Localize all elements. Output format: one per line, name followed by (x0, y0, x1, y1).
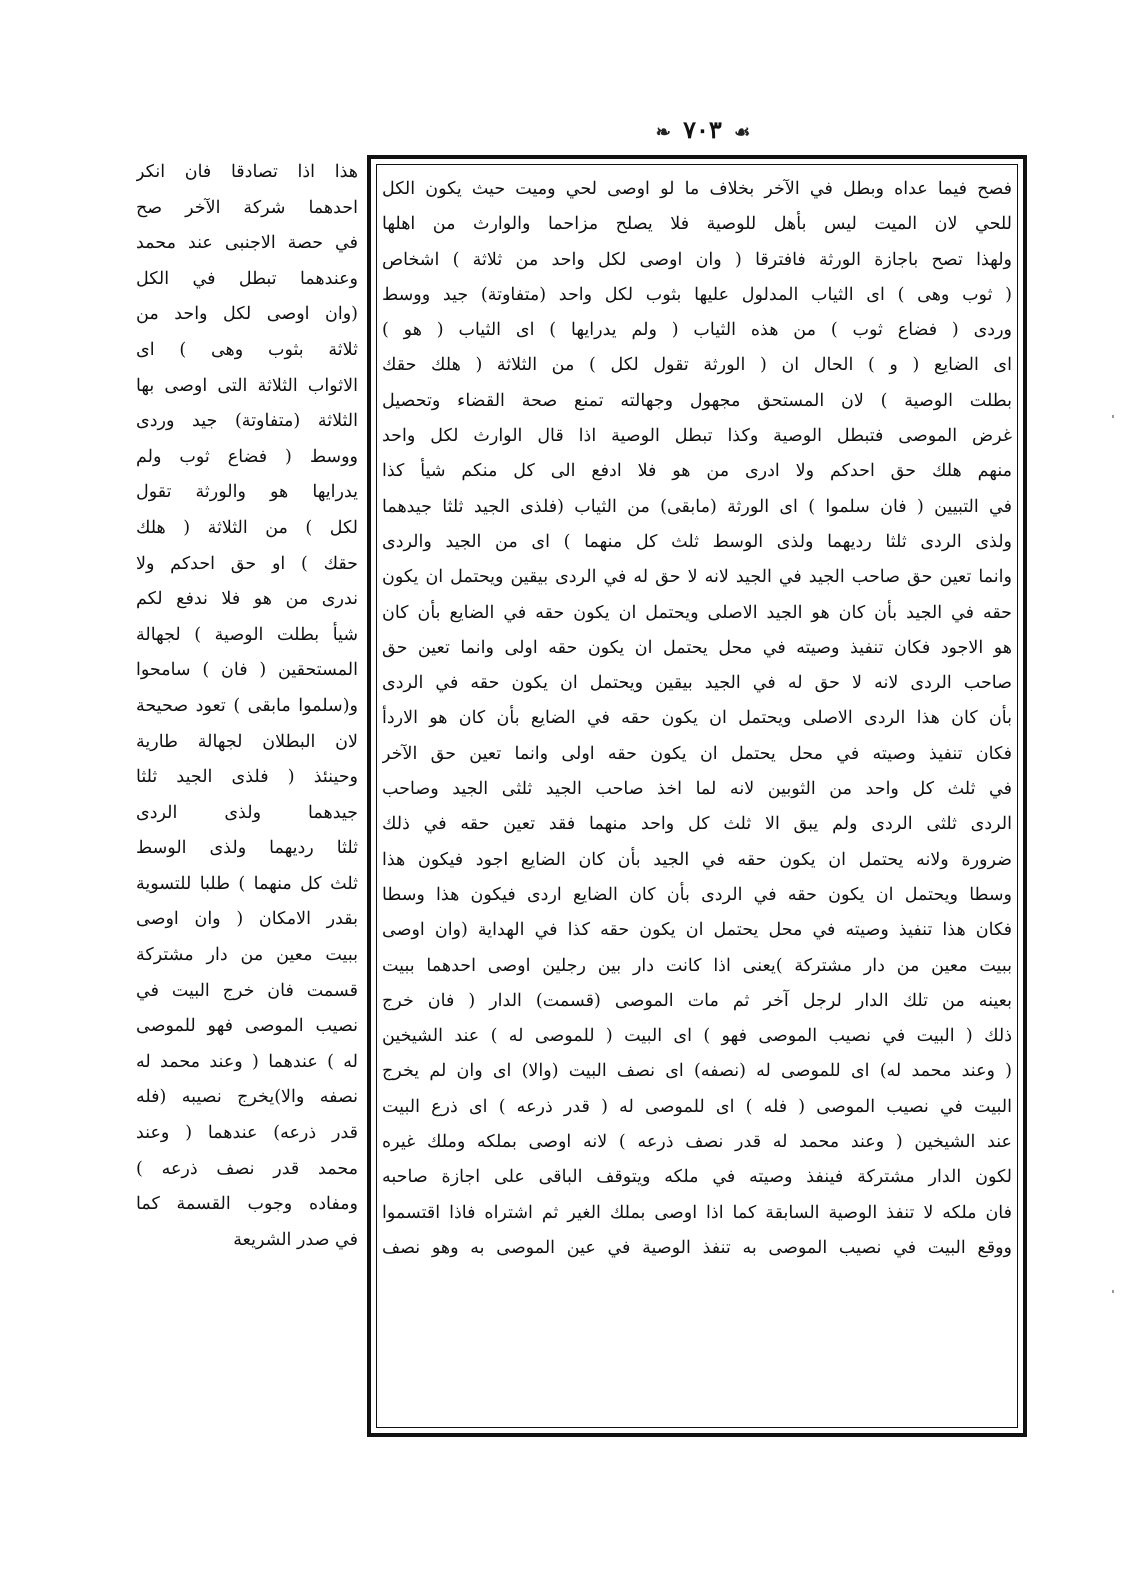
marginal-text-line: ومفاده وجوب القسمة كما (136, 1194, 358, 1215)
right-ornament-icon: ☙ (734, 122, 751, 143)
marginal-text-line: قسمت فان خرج البيت في (136, 980, 358, 1001)
marginal-text-line: في صدر الشريعة (233, 1229, 358, 1250)
main-text-line: في التبيين ( فان سلموا ) اى الورثة (مابقى) من الثياب (فلذى الجيد ثلثا جيدهما (382, 496, 1012, 517)
left-ornament-icon: ❧ (655, 122, 671, 143)
marginal-text-line: المستحقين ( فان ) سامحوا (136, 660, 358, 681)
main-text-line: البيت في نصيب الموصى ( فله ) اى للموصى له ( قدر ذرعه ) اى ذرع البيت (382, 1096, 1012, 1117)
main-text-line: غرض الموصى فتبطل الوصية وكذا تبطل الوصية اذا قال الوارث لكل واحد (382, 426, 1012, 447)
marginal-text-line: ووسط ( فضاع ثوب ولم (136, 446, 358, 467)
main-text-block (382, 172, 1012, 1422)
marginal-text-line: في حصة الاجنبى عند محمد (136, 233, 358, 254)
marginal-text-line: شيأ بطلت الوصية ) لجهالة (136, 624, 358, 645)
marginal-text-line: وحينئذ ( فلذى الجيد ثلثا (136, 767, 358, 788)
main-text-line: ( ثوب وهى ) اى الثياب المدلول عليها بثوب لكل واحد (متفاوتة) جيد ووسط (382, 284, 1012, 305)
page-number-value: ٧٠٣ (683, 115, 722, 144)
main-text-line: اى الضايع ( و ) الحال ان ( الورثة تقول لكل ) من الثلاثة ( هلك حقك (382, 355, 1012, 376)
page-number (633, 112, 773, 148)
marginal-text-line: نصيب الموصى فهو للموصى (136, 1016, 358, 1037)
marginal-text-line: له ) عندهما ( وعند محمد له (136, 1051, 358, 1072)
main-text-line: فكان تنفيذ وصيته في محل يحتمل ان يكون حقه اولى وانما تعين حق الآخر (382, 743, 1012, 764)
marginal-text-line: ثلاثة بثوب وهى ) اى (136, 339, 358, 360)
main-text-line: بطلت الوصية ) لان المستحق مجهول وجهالته تمنع صحة القضاء وتحصيل (382, 390, 1012, 411)
marginal-text-line: لكل ) من الثلاثة ( هلك (136, 517, 358, 538)
marginal-text-line: نصفه والا)يخرج نصيبه (فله (136, 1087, 358, 1108)
main-text-line: لكون الدار مشتركة فينفذ وصيته في ملكه ويتوقف الباقى على اجازة صاحبه (382, 1167, 1012, 1188)
main-text-line: حقه في الجيد بأن كان هو الجيد الاصلى ويحتمل ان يكون حقه في الضايع بأن كان (382, 602, 1012, 623)
main-text-line: فكان هذا تنفيذ وصيته في محل يحتمل ان يكون حقه كذا في الهداية (وان اوصى (382, 920, 1012, 941)
main-text-line: فان ملكه لا تنفذ الوصية السابقة كما اذا اوصى بملك الغير ثم اشتراه فاذا اقتسموا (382, 1202, 1012, 1223)
main-text-line: هو الاجود فكان تنفيذ وصيته في محل يحتمل ان يكون حقه اولى وانما تعين حق (382, 637, 1012, 658)
main-text-line: بعينه من تلك الدار لرجل آخر ثم مات الموصى (قسمت) الدار ( فان خرج (382, 990, 1012, 1011)
marginal-text-line: الثلاثة (متفاوتة) جيد وردى (136, 411, 358, 432)
marginal-text-line: يدرايها هو والورثة تقول (136, 482, 358, 503)
marginal-text-line: وعندهما تبطل في الكل (136, 268, 358, 289)
main-text-line: الردى ثلثى الردى ولم يبق الا ثلث كل واحد منهما فقد تعين حقه في ذلك (382, 814, 1012, 835)
marginal-text-line: (وان اوصى لكل واحد من (136, 304, 358, 325)
main-text-line: ولذى الردى ثلثا رديهما ولذى الوسط ثلث كل منهما ) اى من الجيد والردى (382, 531, 1012, 552)
main-text-line: ( وعند محمد له) اى للموصى له (نصفه) اى نصف البيت (والا) اى وان لم يخرج (382, 1061, 1012, 1082)
marginal-text-line: هذا اذا تصادقا فان انكر (136, 162, 358, 182)
main-text-line: ذلك ( البيت في نصيب الموصى فهو ) اى البيت ( للموصى له ) عند الشيخين (382, 1026, 1012, 1047)
main-text-line: ولهذا تصح باجازة الورثة فافترقا ( وان اوصى لكل واحد من ثلاثة ) اشخاص (382, 249, 1012, 270)
main-text-line: وردى ( فضاع ثوب ) من هذه الثياب ( ولم يدرايها ) اى الثياب ( هو ) (382, 320, 1012, 341)
marginal-text-line: حقك ) او حق احدكم ولا (136, 553, 358, 574)
main-text-line: عند الشيخين ( وعند محمد له قدر نصف ذرعه ) لانه اوصى بملكه وملك غيره (382, 1132, 1012, 1153)
marginal-text-line: و(سلموا مابقى ) تعود صحيحة (136, 695, 358, 716)
marginal-text-line: ثلثا رديهما ولذى الوسط (136, 838, 358, 859)
margin-mark (1112, 415, 1114, 418)
main-text-line: ووقع البيت في نصيب الموصى به تنفذ الوصية في عين الموصى به وهو نصف (382, 1237, 1012, 1258)
marginal-text-line: لان البطلان لجهالة طارية (136, 731, 358, 752)
marginal-text-line: جيدهما ولذى الردى (136, 802, 358, 823)
main-text-line: بأن كان هذا الردى الاصلى ويحتمل ان يكون حقه في الضايع بأن كان هو الاردأ (382, 708, 1012, 729)
marginal-text-line: ببيت معين من دار مشتركة (136, 945, 358, 966)
marginal-text-line: الاثواب الثلاثة التى اوصى بها (136, 375, 358, 396)
main-text-line: صاحب الردى لانه لا حق له في الجيد بيقين ويحتمل ان يكون حقه في الردى (382, 673, 1012, 694)
main-text-line: وسطا ويحتمل ان يكون حقه في الردى بأن كان الضايع اردى فيكون هذا وسطا (382, 884, 1012, 905)
main-text-line: فصح فيما عداه وبطل في الآخر بخلاف ما لو اوصى لحي وميت حيث يكون الكل (382, 179, 1012, 199)
main-text-line: ببيت معين من دار مشتركة )يعنى اذا كانت دار بين رجلين اوصى احدهما ببيت (382, 955, 1012, 976)
marginal-commentary (136, 155, 358, 1405)
main-text-line: منهم هلك حق احدكم ولا ادرى من هو فلا ادفع الى كل منكم شيأ كذا (382, 461, 1012, 482)
marginal-text-line: بقدر الامكان ( وان اوصى (136, 909, 358, 930)
main-text-line: للحي لان الميت ليس بأهل للوصية فلا يصلح مزاحما والوارث من اهلها (382, 214, 1012, 235)
main-text-line: في ثلث كل واحد من الثوبين لانه لما اخذ صاحب الجيد ثلثى الجيد وصاحب (382, 779, 1012, 800)
marginal-text-line: محمد قدر نصف ذرعه ) (136, 1158, 358, 1179)
main-text-line: ضرورة ولانه يحتمل ان يكون حقه في الجيد بأن كان الضايع اجود فيكون هذا (382, 849, 1012, 870)
margin-mark (1112, 1290, 1114, 1293)
marginal-text-line: ثلث كل منهما ) طلبا للتسوية (136, 873, 358, 894)
marginal-text-line: قدر ذرعه) عندهما ( وعند (136, 1123, 358, 1144)
main-text-line: وانما تعين حق صاحب الجيد في الجيد لانه لا حق له في الردى بيقين ويحتمل ان يكون (382, 567, 1012, 588)
marginal-text-line: ندرى من هو فلا ندفع لكم (136, 589, 358, 610)
marginal-text-line: احدهما شركة الآخر صح (136, 197, 358, 218)
